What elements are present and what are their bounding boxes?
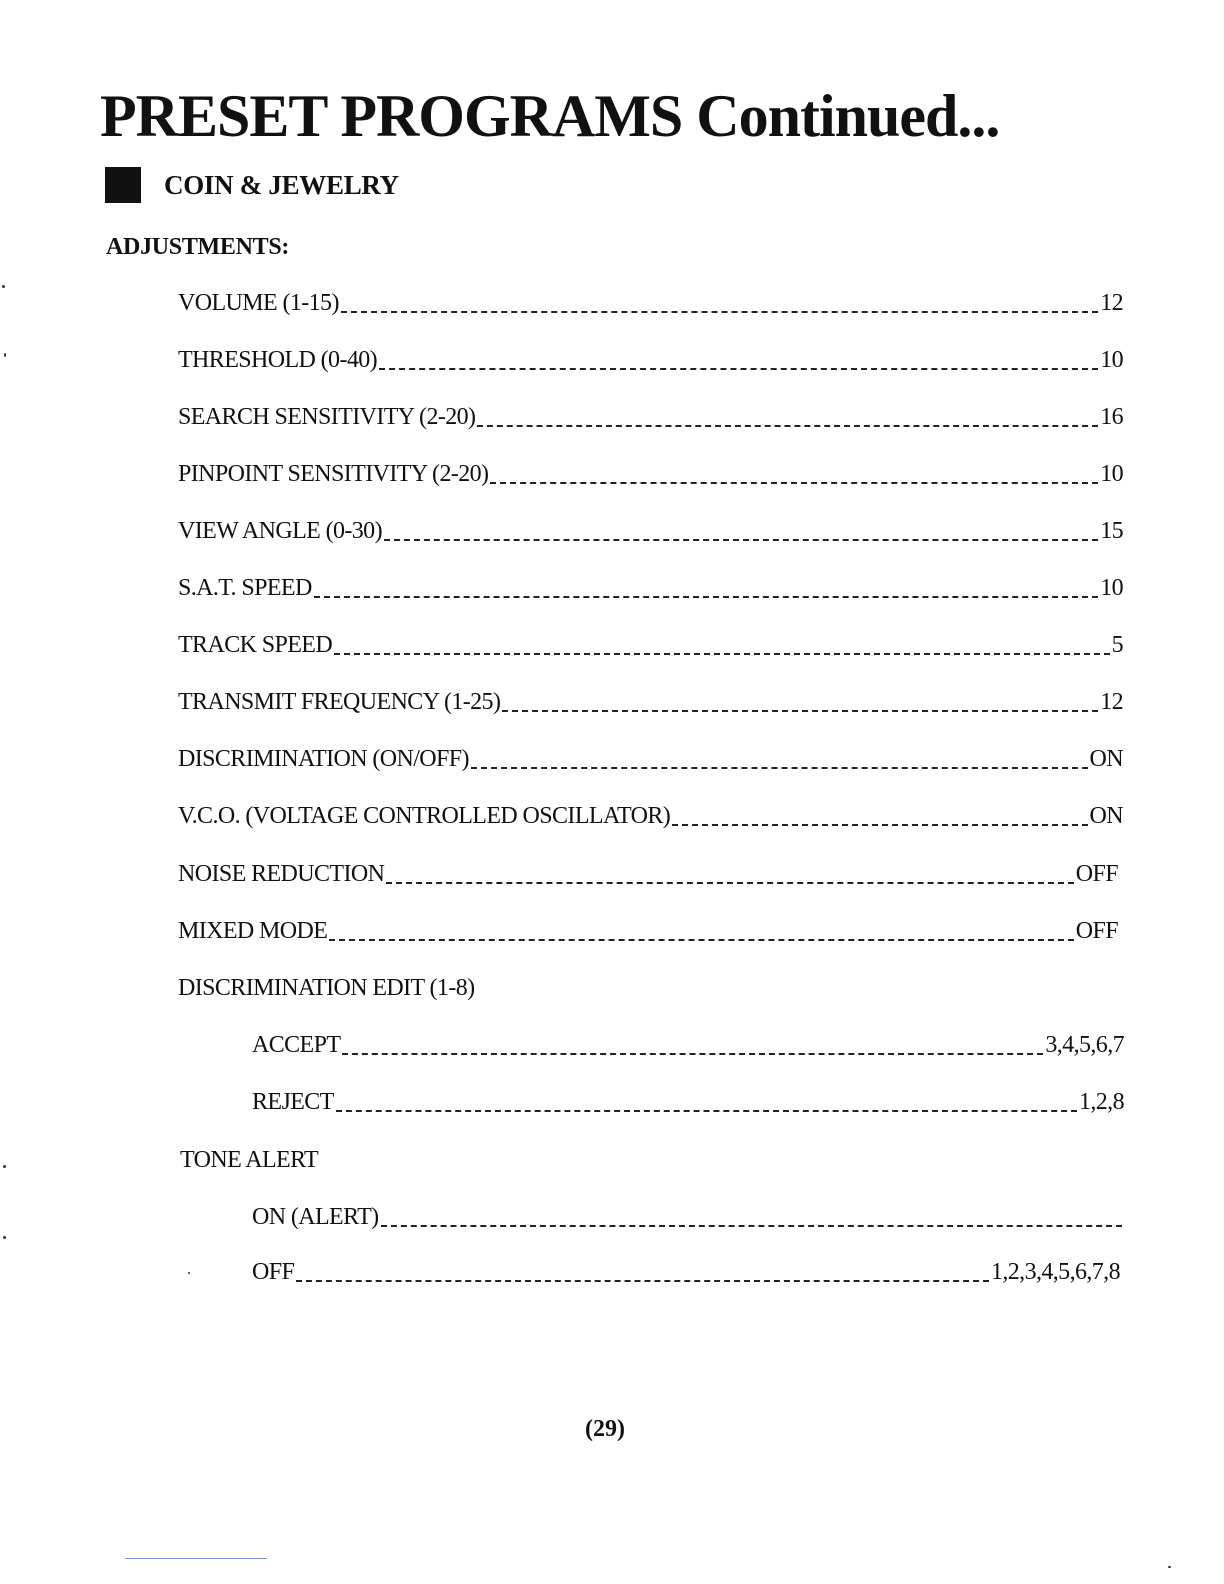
dotted-leader [386, 881, 1073, 884]
setting-value: 15 [1100, 518, 1123, 544]
setting-row-volume [178, 290, 1123, 320]
setting-value: 10 [1100, 575, 1123, 601]
setting-value: 16 [1100, 404, 1123, 430]
scan-speck [188, 1272, 190, 1274]
setting-label: S.A.T. SPEED [178, 575, 312, 601]
setting-label: SEARCH SENSITIVITY (2-20) [178, 404, 476, 430]
page-title: PRESET PROGRAMS Continued... [100, 83, 1000, 149]
tone-alert-on-row [252, 1204, 1124, 1234]
discrimination-edit-label: DISCRIMINATION EDIT (1-8) [178, 975, 475, 1001]
setting-label: PINPOINT SENSITIVITY (2-20) [178, 461, 489, 487]
dotted-leader [314, 595, 1098, 598]
setting-value: 12 [1100, 290, 1123, 316]
setting-value: 5 [1111, 632, 1123, 658]
bottom-rule [125, 1558, 267, 1559]
accept-row [252, 1032, 1124, 1062]
tone-alert-off-value: 1,2,3,4,5,6,7,8 [990, 1259, 1120, 1285]
dotted-leader [342, 1052, 1043, 1055]
dotted-leader [381, 1224, 1122, 1227]
setting-value: 12 [1100, 689, 1123, 715]
setting-label: TRANSMIT FREQUENCY (1-25) [178, 689, 501, 715]
adjustments-label: ADJUSTMENTS: [106, 234, 290, 260]
setting-label: THRESHOLD (0-40) [178, 347, 378, 373]
reject-label: REJECT [252, 1089, 334, 1115]
setting-label: MIXED MODE [178, 918, 328, 944]
dotted-leader [490, 481, 1098, 484]
dotted-leader [672, 823, 1087, 826]
dotted-leader [471, 766, 1088, 769]
setting-row-search-sensitivity [178, 404, 1123, 434]
setting-row-vco [178, 803, 1123, 833]
setting-label: V.C.O. (VOLTAGE CONTROLLED OSCILLATOR) [178, 803, 671, 829]
dotted-leader [477, 424, 1098, 427]
dotted-leader [502, 709, 1098, 712]
accept-label: ACCEPT [252, 1032, 341, 1058]
setting-row-mixed-mode [178, 918, 1118, 948]
section-heading [105, 166, 399, 204]
accept-value: 3,4,5,6,7 [1045, 1032, 1124, 1058]
scan-speck [1168, 1566, 1171, 1568]
dotted-leader [336, 1109, 1077, 1112]
dotted-leader [334, 652, 1110, 655]
dotted-leader [379, 367, 1098, 370]
scan-speck [2, 285, 5, 288]
setting-row-discrimination [178, 746, 1123, 776]
scan-speck [3, 1236, 6, 1239]
dotted-leader [296, 1279, 989, 1282]
black-square-icon [105, 167, 141, 203]
reject-row [252, 1089, 1124, 1119]
section-label: COIN & JEWELRY [164, 169, 399, 200]
setting-value: 10 [1100, 347, 1123, 373]
setting-label: VOLUME (1-15) [178, 290, 339, 316]
setting-row-track-speed [178, 632, 1123, 662]
setting-value: ON [1089, 803, 1123, 829]
tone-alert-label: TONE ALERT [180, 1147, 319, 1173]
setting-row-transmit-frequency [178, 689, 1123, 719]
setting-value: OFF [1075, 861, 1118, 887]
setting-value: ON [1089, 746, 1123, 772]
setting-row-pinpoint-sensitivity [178, 461, 1123, 491]
setting-label: NOISE REDUCTION [178, 861, 385, 887]
scan-speck [3, 1165, 6, 1168]
setting-label: VIEW ANGLE (0-30) [178, 518, 382, 544]
dotted-leader [341, 310, 1098, 313]
scan-speck [4, 353, 6, 357]
tone-alert-off-label: OFF [252, 1259, 295, 1285]
setting-value: 10 [1100, 461, 1123, 487]
setting-row-view-angle [178, 518, 1123, 548]
dotted-leader [329, 938, 1073, 941]
setting-row-sat-speed [178, 575, 1123, 605]
setting-value: OFF [1075, 918, 1118, 944]
setting-label: TRACK SPEED [178, 632, 333, 658]
tone-alert-on-label: ON (ALERT) [252, 1204, 379, 1230]
setting-label: DISCRIMINATION (ON/OFF) [178, 746, 469, 772]
page-number: (29) [585, 1416, 625, 1442]
setting-row-threshold [178, 347, 1123, 377]
dotted-leader [384, 538, 1098, 541]
setting-row-noise-reduction [178, 861, 1118, 891]
reject-value: 1,2,8 [1078, 1089, 1124, 1115]
tone-alert-off-row [252, 1259, 1120, 1289]
